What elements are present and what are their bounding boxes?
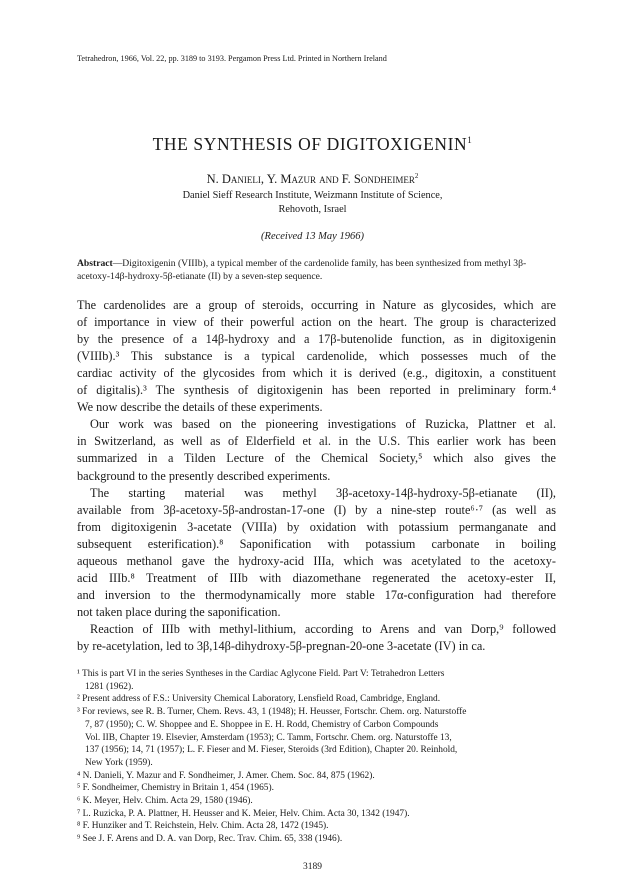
- footnote-line: Vol. IIB, Chapter 19. Elsevier, Amsterdam (1953); C. Tamm, Fortschr. Chem. org. Naturstoffe 13,: [85, 732, 452, 743]
- body-line: available from 3β-acetoxy-5β-androstan-17-one (I) by a nine-step route⁶·⁷ (as well as: [77, 502, 556, 517]
- authors: [0, 172, 625, 187]
- body-line: and inversion to the thermodynamically more stable 17α-configuration had therefore: [77, 587, 556, 602]
- body-line: Our work was based on the pioneering investigations of Ruzicka, Plattner et al.: [90, 417, 556, 432]
- footnote-line: ⁷ L. Ruzicka, P. A. Plattner, H. Heusser and K. Meier, Helv. Chim. Acta 30, 1342 (1947).: [77, 808, 410, 819]
- abstract: [77, 257, 557, 283]
- body-line: The starting material was methyl 3β-acetoxy-14β-hydroxy-5β-etianate (II),: [90, 485, 556, 500]
- body-line: Reaction of IIIb with methyl-lithium, according to Arens and van Dorp,⁹ followed: [90, 621, 556, 636]
- footnote-line: ⁵ F. Sondheimer, Chemistry in Britain 1, 454 (1965).: [77, 783, 274, 794]
- journal-header: Tetrahedron, 1966, Vol. 22, pp. 3189 to 3193. Pergamon Press Ltd. Printed in Northern Ireland: [77, 54, 387, 63]
- footnote-line: 137 (1956); 14, 71 (1957); L. F. Fieser and M. Fieser, Steroids (3rd Edition), Chapter 20. Reinhold,: [85, 745, 458, 756]
- body-line: summarized in a Tilden Lecture of the Chemical Society,⁵ which also gives the: [77, 451, 556, 466]
- body-line: by the presence of a 14β-hydroxy and a 17β-butenolide function, as in digitoxigenin: [77, 332, 556, 347]
- footnote-line: ⁸ F. Hunziker and T. Reichstein, Helv. Chim. Acta 28, 1472 (1945).: [77, 821, 329, 832]
- footnote-line: ² Present address of F.S.: University Chemical Laboratory, Lensfield Road, Cambridge, England.: [77, 694, 441, 705]
- body-line: not taken place during the saponification.: [77, 604, 281, 619]
- page-number: 3189: [303, 862, 322, 872]
- body-line: background to the presently described experiments.: [77, 468, 331, 483]
- received-date: (Received 13 May 1966): [261, 231, 364, 242]
- body-line: of digitalis).³ The synthesis of digitoxigenin has been reported in preliminary form.⁴: [77, 383, 556, 398]
- footnote-line: ⁴ N. Danieli, Y. Mazur and F. Sondheimer, J. Amer. Chem. Soc. 84, 875 (1962).: [77, 770, 375, 781]
- footnote-line: ³ For reviews, see R. B. Turner, Chem. Revs. 43, 1 (1948); H. Heusser, Fortschr. Chem. org. Naturstoffe: [77, 707, 467, 718]
- footnote-line: 1281 (1962).: [85, 681, 134, 692]
- body-line: cardiac activity of the glycosides from which it is derived (e.g., digitoxin, a constituent: [77, 366, 556, 381]
- title-footnote-marker: 1: [467, 135, 473, 146]
- affiliation-line-1: Daniel Sieff Research Institute, Weizmann Institute of Science,: [182, 190, 443, 201]
- abstract-label: Abstract: [77, 258, 113, 269]
- author-list: N. Danieli, Y. Mazur and F. Sondheimer: [206, 172, 415, 187]
- body-line: The cardenolides are a group of steroids, occurring in Nature as glycosides, which are: [77, 298, 556, 312]
- body-line: of importance in view of their powerful action on the heart. The group is characterized: [77, 315, 556, 330]
- footnote-line: 7, 87 (1950); C. W. Shoppee and E. Shoppee in E. H. Rodd, Chemistry of Carbon Compounds: [85, 719, 439, 730]
- footnote-line: ⁶ K. Meyer, Helv. Chim. Acta 29, 1580 (1946).: [77, 796, 253, 806]
- body-line: aqueous methanol gave the hydroxy-acid IIIa, which was acetylated to the acetoxy-: [77, 553, 556, 568]
- body-line: (VIIIb).³ This substance is a typical cardenolide, which possesses much of the: [77, 349, 556, 364]
- body-line: in Switzerland, as well as of Elderfield et al. in the U.S. This earlier work has been: [77, 434, 556, 449]
- footnote-line: ⁹ See J. F. Arens and D. A. van Dorp, Rec. Trav. Chim. 65, 338 (1946).: [77, 834, 343, 845]
- article-title: [0, 134, 625, 155]
- body-line: subsequent esterification).⁸ Saponification with potassium carbonate in boiling: [77, 536, 556, 551]
- body-line: acid IIIb.⁸ Treatment of IIIb with diazomethane regenerated the acetoxy-ester II,: [77, 570, 556, 585]
- abstract-text: —Digitoxigenin (VIIIb), a typical member of the cardenolide family, has been synthesized from methyl 3β-acetoxy-14β-hydroxy-5β-etianate (II) by a seven-step sequence.: [77, 258, 527, 282]
- body-line: from digitoxigenin 3-acetate (VIIIa) by oxidation with potassium permanganate and: [77, 519, 556, 534]
- body-line: We now describe the details of these experiments.: [77, 400, 323, 415]
- author-footnote-marker: 2: [414, 172, 419, 180]
- footnote-line: ¹ This is part VI in the series Syntheses in the Cardiac Aglycone Field. Part V: Tetrahedron Letters: [77, 669, 445, 679]
- footnote-line: New York (1959).: [85, 757, 153, 768]
- body-line: by re-acetylation, led to 3β,14β-dihydroxy-5β-pregnan-20-one 3-acetate (IV) in ca.: [77, 639, 486, 653]
- affiliation-line-2: Rehovoth, Israel: [278, 204, 347, 215]
- title-text: THE SYNTHESIS OF DIGITOXIGENIN: [152, 134, 468, 154]
